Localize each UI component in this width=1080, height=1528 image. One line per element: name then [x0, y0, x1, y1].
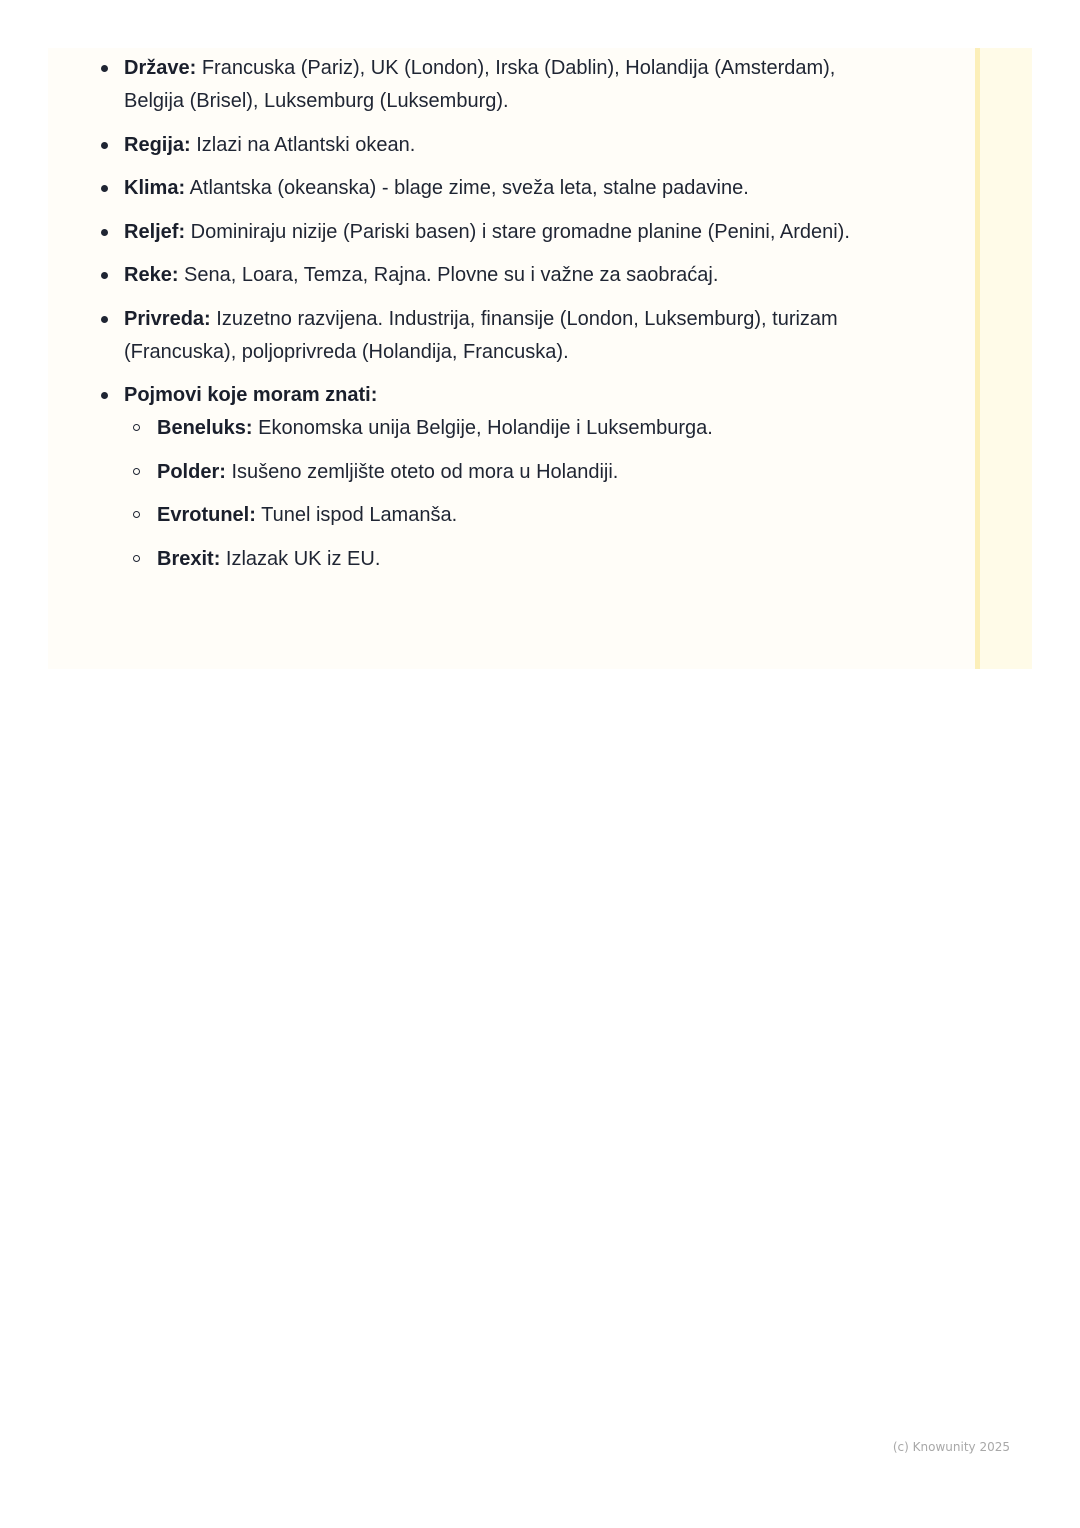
term-label: Beneluks: [157, 417, 253, 439]
side-margin-panel [975, 48, 1032, 669]
term-label: Države: [124, 57, 197, 79]
term-description: Izlazi na Atlantski okean. [190, 133, 416, 156]
concepts-sublist [124, 412, 864, 576]
sublist-item-evrotunel [157, 499, 864, 532]
term-label: Polder: [157, 460, 226, 483]
term-label: Privreda: [124, 307, 211, 330]
term-label: Brexit: [157, 547, 221, 570]
list-item-pojmovi [124, 379, 864, 576]
term-label: Reke: [124, 264, 179, 286]
notes-list [76, 52, 864, 586]
term-description: Isušeno zemljište oteto od mora u Holandiji. [225, 460, 619, 483]
list-item-reljef [124, 216, 864, 249]
term-description: Ekonomska unija Belgije, Holandije i Luksemburga. [252, 417, 713, 439]
list-item-reke [124, 259, 864, 292]
sublist-item-brexit [157, 543, 864, 576]
sublist-item-beneluks [157, 412, 864, 445]
list-item-klima [124, 172, 864, 205]
term-label: Klima: [124, 177, 186, 199]
term-label: Reljef: [124, 220, 186, 243]
term-description: Tunel ispod Lamanša. [255, 504, 458, 526]
term-label: Pojmovi koje moram znati: [124, 384, 378, 406]
term-label: Evrotunel: [157, 504, 256, 526]
term-description: Atlantska (okeanska) - blage zime, sveža leta, stalne padavine. [185, 177, 749, 199]
list-item-regija [124, 129, 864, 162]
sublist-item-polder [157, 456, 864, 489]
term-label: Regija: [124, 133, 191, 156]
term-description: Izuzetno razvijena. Industrija, finansije (London, Luksemburg), turizam (Francuska), poljoprivreda (Holandija, Francuska). [124, 307, 838, 363]
term-description: Dominiraju nizije (Pariski basen) i stare gromadne planine (Penini, Ardeni). [185, 220, 850, 243]
list-item-drzave [124, 52, 864, 118]
list-item-privreda [124, 303, 864, 369]
term-description: Francuska (Pariz), UK (London), Irska (Dablin), Holandija (Amsterdam), Belgija (Brisel), Luksemburg (Luksemburg). [124, 57, 836, 112]
term-description: Sena, Loara, Temza, Rajna. Plovne su i važne za saobraćaj. [178, 264, 719, 286]
copyright-footer: (c) Knowunity 2025 [892, 1440, 1010, 1454]
term-description: Izlazak UK iz EU. [220, 547, 381, 570]
